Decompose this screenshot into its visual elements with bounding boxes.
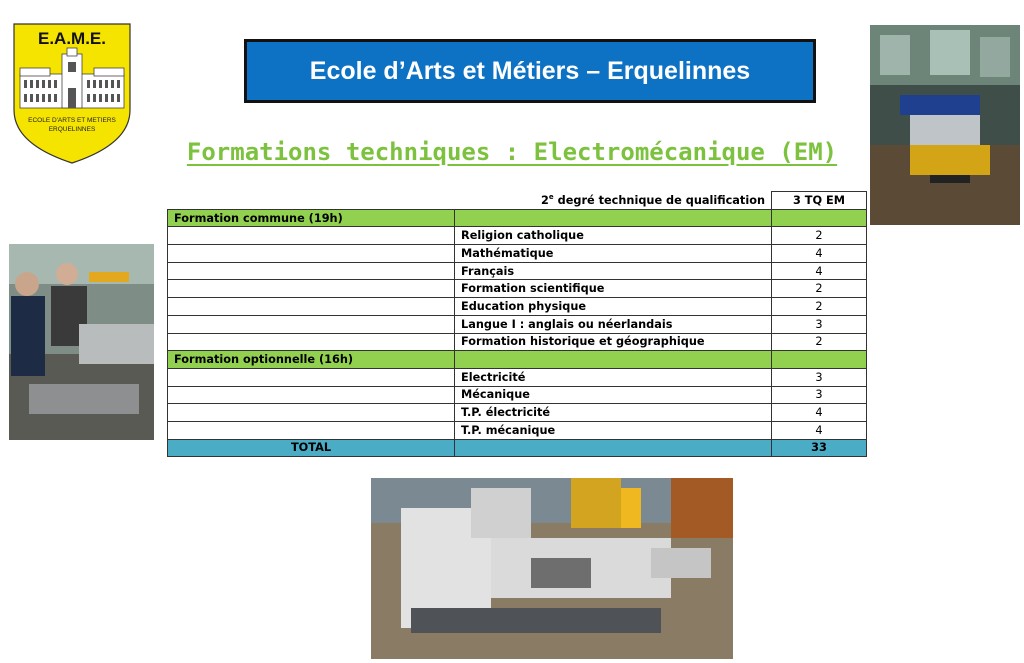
table-row (168, 404, 867, 422)
school-logo (12, 22, 132, 165)
table-row (168, 315, 867, 333)
course-name: Mathématique (455, 245, 772, 263)
table-row (168, 245, 867, 263)
section-header-row (168, 209, 867, 227)
course-name: Formation historique et géographique (455, 333, 772, 351)
course-name: Education physique (455, 298, 772, 316)
table-row (168, 386, 867, 404)
logo-acronym: E.A.M.E. (37, 29, 107, 48)
section-header-row (168, 351, 867, 369)
course-name: T.P. électricité (455, 404, 772, 422)
total-label: TOTAL (168, 439, 455, 457)
page-subtitle: Formations techniques : Electromécanique (EM) (186, 138, 838, 166)
section-title: Formation optionnelle (16h) (168, 351, 455, 369)
table-row (168, 368, 867, 386)
course-name: Religion catholique (455, 227, 772, 245)
students-lathe-photo (9, 244, 154, 440)
course-hours: 3 (772, 315, 867, 333)
lathe-machine-photo (371, 478, 733, 659)
section-title: Formation commune (19h) (168, 209, 455, 227)
course-hours: 3 (772, 368, 867, 386)
course-name: Français (455, 262, 772, 280)
course-hours: 2 (772, 280, 867, 298)
course-hours: 2 (772, 227, 867, 245)
column-header: 3 TQ EM (772, 192, 867, 210)
course-name: Formation scientifique (455, 280, 772, 298)
course-hours: 2 (772, 333, 867, 351)
course-table (167, 191, 867, 457)
course-name: Electricité (455, 368, 772, 386)
course-name: Mécanique (455, 386, 772, 404)
course-hours: 4 (772, 245, 867, 263)
course-hours: 3 (772, 386, 867, 404)
table-row (168, 280, 867, 298)
course-name: T.P. mécanique (455, 421, 772, 439)
table-row (168, 227, 867, 245)
workshop-photo (870, 25, 1020, 225)
table-header-row (168, 192, 867, 210)
total-row (168, 439, 867, 457)
course-hours: 4 (772, 262, 867, 280)
table-row (168, 421, 867, 439)
table-row (168, 333, 867, 351)
course-name: Langue I : anglais ou néerlandais (455, 315, 772, 333)
course-hours: 4 (772, 404, 867, 422)
logo-line1: ECOLE D'ARTS ET METIERS (28, 117, 116, 124)
logo-line2: ERQUELINNES (48, 126, 96, 133)
course-hours: 2 (772, 298, 867, 316)
page-title: Ecole d’Arts et Métiers – Erquelinnes (309, 56, 751, 85)
total-value: 33 (772, 439, 867, 457)
course-hours: 4 (772, 421, 867, 439)
table-row (168, 262, 867, 280)
table-row (168, 298, 867, 316)
degree-label: 2e degré technique de qualification (455, 192, 772, 210)
title-banner (244, 39, 816, 103)
